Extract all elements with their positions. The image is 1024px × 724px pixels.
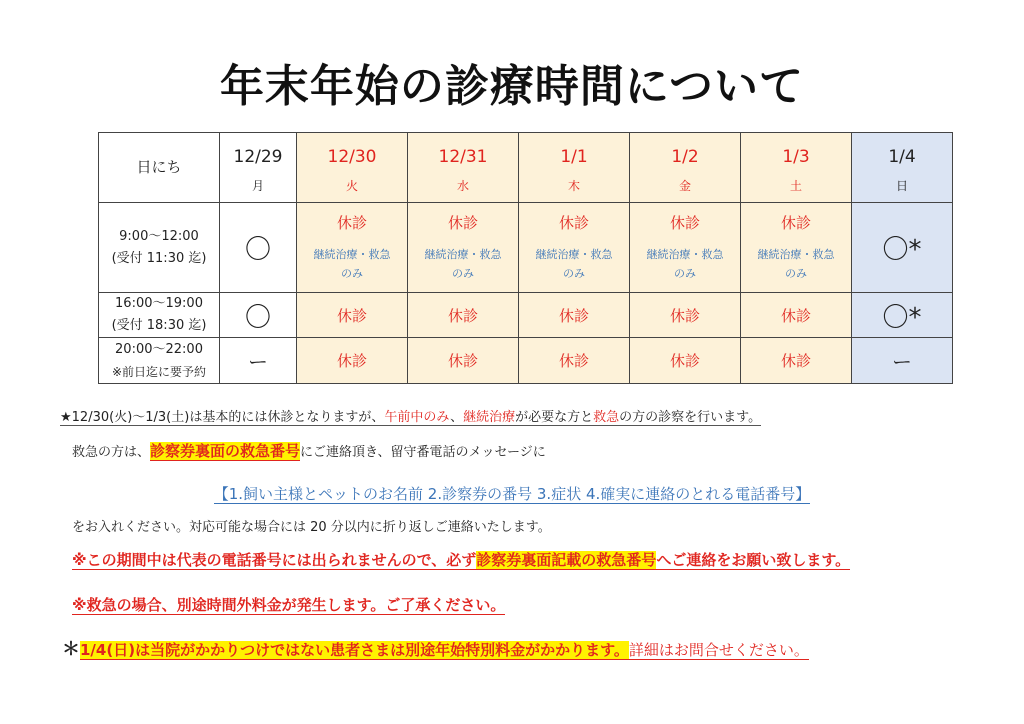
- cell-0103-morning: [741, 203, 852, 293]
- cell-1230-evening: [297, 293, 408, 338]
- note-line-1: [60, 406, 761, 425]
- dow-label: 土: [789, 179, 802, 193]
- cell-1230-morning: [297, 203, 408, 293]
- open-mark: 〇: [244, 235, 271, 265]
- corner-label: 日にち: [136, 157, 182, 176]
- inquiry-note: 詳細はお問合せください。: [628, 641, 809, 659]
- cell-0103-evening: [741, 293, 852, 338]
- cell-0104-evening: [852, 293, 953, 338]
- cell-1231-evening: [408, 293, 519, 338]
- note-line-2: のみ: [674, 267, 696, 280]
- morning-only-text: 午前中のみ: [384, 410, 451, 425]
- header-date-1229: [220, 133, 297, 203]
- note-text: 救急の方は、: [72, 445, 151, 460]
- cell-0103-night: [741, 338, 852, 384]
- dow-label: 木: [567, 179, 580, 193]
- warning-segment: [72, 551, 850, 570]
- note-line-2: [72, 440, 546, 461]
- closed-label: 休診: [558, 214, 589, 232]
- closed-label: 休診: [669, 214, 700, 232]
- emergency-text: 救急: [593, 410, 620, 425]
- date-label: 12/30: [327, 147, 377, 167]
- cell-0102-morning: [630, 203, 741, 293]
- table-row-evening: [99, 293, 953, 338]
- date-label: 1/4: [888, 147, 916, 167]
- time-label: 20:00～22:00: [115, 341, 203, 357]
- closed-label: 休診: [669, 306, 700, 325]
- note-line-2: のみ: [785, 267, 807, 280]
- open-mark-star: 〇*: [882, 302, 922, 333]
- header-date-0103: [741, 133, 852, 203]
- date-label: 12/29: [233, 147, 283, 167]
- open-mark-star: 〇*: [882, 235, 922, 265]
- header-date-0102: [630, 133, 741, 203]
- note-line-1: 継続治療・救急: [424, 248, 502, 261]
- note-line-5: [72, 549, 850, 570]
- note-line-2: のみ: [452, 267, 474, 280]
- note-line-1: 継続治療・救急: [757, 248, 835, 261]
- open-mark: 〇: [244, 302, 271, 333]
- header-date-1231: [408, 133, 519, 203]
- emergency-note: [741, 245, 851, 283]
- time-cell-night: [99, 338, 220, 384]
- date-label: 1/1: [560, 147, 588, 167]
- page-title: 年末年始の診療時間について: [219, 61, 805, 112]
- table-row-night: [99, 338, 953, 384]
- dow-label: 金: [678, 179, 691, 193]
- date-label: 1/2: [671, 147, 699, 167]
- closed-label: 休診: [669, 352, 700, 370]
- dow-label: 水: [456, 179, 469, 193]
- note-line-4: [72, 516, 551, 535]
- emergency-note: [519, 245, 629, 283]
- emergency-note: [630, 245, 740, 283]
- note-line-3: [0, 483, 1024, 504]
- closed-label: 休診: [447, 306, 478, 325]
- cell-0101-evening: [519, 293, 630, 338]
- dow-label: 火: [345, 179, 358, 193]
- closed-label: 休診: [336, 352, 367, 370]
- special-fee-note: 1/4(日)は当院がかかりつけではない患者さまは別途年始特別料金がかかります。: [80, 641, 629, 659]
- overtime-fee-note: ※救急の場合、別途時間外料金が発生します。ご了承ください。: [72, 596, 506, 614]
- cell-1229-night: [220, 338, 297, 384]
- closed-label: 休診: [780, 306, 811, 325]
- dow-label: 日: [895, 179, 908, 193]
- cell-1229-morning: [220, 203, 297, 293]
- emergency-note: [297, 245, 407, 283]
- emergency-note: [408, 245, 518, 283]
- dash-mark: ー: [892, 350, 912, 374]
- cell-0101-morning: [519, 203, 630, 293]
- header-date-0101: [519, 133, 630, 203]
- note-text: が必要な方と: [515, 410, 594, 425]
- closed-label: 休診: [780, 352, 811, 370]
- header-corner: [99, 133, 220, 203]
- cell-0104-night: [852, 338, 953, 384]
- asterisk-mark: ＊: [62, 639, 80, 660]
- time-label: 16:00～19:00: [115, 296, 203, 311]
- cell-0102-night: [630, 338, 741, 384]
- dow-label: 月: [251, 179, 264, 193]
- cell-0104-morning: [852, 203, 953, 293]
- note-line-1: 継続治療・救急: [313, 248, 391, 261]
- cell-1231-morning: [408, 203, 519, 293]
- closed-label: 休診: [447, 352, 478, 370]
- note-line-1: 継続治療・救急: [535, 248, 613, 261]
- note-text: ★12/30(火)～1/3(土)は基本的には休診となりますが、: [60, 410, 385, 425]
- note-line-1: 継続治療・救急: [646, 248, 724, 261]
- cell-0101-night: [519, 338, 630, 384]
- time-cell-evening: [99, 293, 220, 338]
- time-label: 9:00～12:00: [119, 228, 199, 244]
- note-text: へご連絡をお願い致します。: [656, 551, 851, 569]
- dash-mark: ー: [248, 350, 268, 374]
- note-line-2: のみ: [563, 267, 585, 280]
- cell-1231-night: [408, 338, 519, 384]
- schedule-table: [98, 132, 953, 384]
- cell-0102-evening: [630, 293, 741, 338]
- emergency-number-highlight: 診察券裏面の救急番号: [150, 442, 301, 460]
- closed-label: 休診: [558, 352, 589, 370]
- time-cell-morning: [99, 203, 220, 293]
- header-date-1230: [297, 133, 408, 203]
- note-1-segment: [60, 410, 761, 426]
- cell-1229-evening: [220, 293, 297, 338]
- closed-label: 休診: [780, 214, 811, 232]
- reception-label: (受付 11:30 迄): [111, 250, 207, 266]
- date-label: 1/3: [782, 147, 810, 167]
- note-line-2: のみ: [341, 267, 363, 280]
- reservation-label: ※前日迄に要予約: [111, 364, 207, 379]
- cell-1230-night: [297, 338, 408, 384]
- note-text: ※この期間中は代表の電話番号には出られませんので、必ず: [72, 551, 477, 569]
- note-line-6: [72, 594, 505, 615]
- emergency-number-highlight: 診察券裏面記載の救急番号: [476, 551, 657, 569]
- reception-label: (受付 18:30 迄): [111, 318, 207, 333]
- closed-label: 休診: [336, 214, 367, 232]
- date-label: 12/31: [438, 147, 488, 167]
- table-row-morning: [99, 203, 953, 293]
- table-header-row: [99, 133, 953, 203]
- note-text: をお入れください。対応可能な場合には 20 分以内に折り返しご連絡いたします。: [72, 520, 551, 535]
- closed-label: 休診: [558, 306, 589, 325]
- closed-label: 休診: [336, 306, 367, 325]
- closed-label: 休診: [447, 214, 478, 232]
- note-text: 、: [450, 410, 464, 425]
- note-text: にご連絡頂き、留守番電話のメッセージに: [300, 445, 546, 460]
- note-text: の方の診察を行います。: [619, 410, 762, 425]
- note-line-7: [62, 635, 809, 661]
- header-date-0104: [852, 133, 953, 203]
- message-items: 【1.飼い主様とペットのお名前 2.診察券の番号 3.症状 4.確実に連絡のとれる電話番号】: [213, 485, 811, 503]
- continuing-treatment-text: 継続治療: [463, 410, 516, 425]
